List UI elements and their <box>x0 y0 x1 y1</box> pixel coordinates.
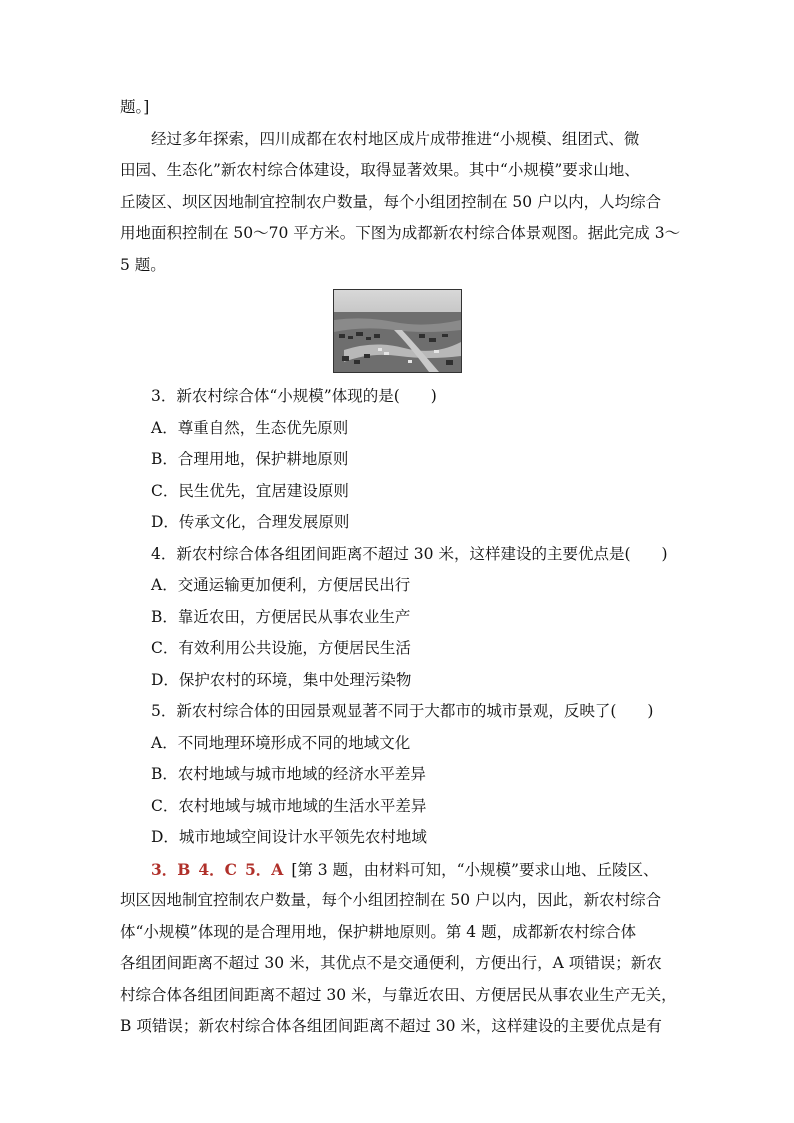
option-a: A．交通运输更加便利，方便居民出行 <box>151 576 411 594</box>
option-d: D．传承文化，合理发展原则 <box>151 513 350 531</box>
option-a: A．尊重自然，生态优先原则 <box>151 418 349 437</box>
option-c: C．民生优先，宜居建设原则 <box>151 481 349 500</box>
aerial-photo <box>333 289 462 373</box>
answer-explanation <box>120 854 677 1043</box>
answer-line: B 项错误；新农村综合体各组团间距离不超过 30 米，这样建设的主要优点是有 <box>120 1017 662 1035</box>
question-stem: 5．新农村综合体的田园景观显著不同于大都市的城市景观，反映了( ) <box>151 702 654 720</box>
top-fragment: 题。] <box>120 98 150 116</box>
question-stem: 4．新农村综合体各组团间距离不超过 30 米，这样建设的主要优点是( ) <box>151 544 668 563</box>
intro-line: 5 题。 <box>120 255 166 274</box>
answer-4: 4．C <box>198 859 238 879</box>
intro-line: 用地面积控制在 50～70 平方米。下图为成都新农村综合体景观图。据此完成 3～ <box>120 224 681 242</box>
answer-text: [第 3 题，由材料可知，“小规模”要求山地、丘陵区、 <box>291 860 659 879</box>
answer-line: 体“小规模”体现的是合理用地，保护耕地原则。第 4 题，成都新农村综合体 <box>120 922 637 941</box>
option-c: C．有效利用公共设施，方便居民生活 <box>151 639 411 657</box>
intro-line: 田园、生态化”新农村综合体建设，取得显著效果。其中“小规模”要求山地、 <box>120 161 640 179</box>
question-5 <box>120 696 674 854</box>
option-d: D．城市地域空间设计水平领先农村地域 <box>151 828 427 846</box>
intro-line: 丘陵区、坝区因地制宜控制农户数量，每个小组团控制在 50 户以内，人均综合 <box>120 192 662 211</box>
option-c: C．农村地域与城市地域的生活水平差异 <box>151 796 427 815</box>
answer-5: 5．A <box>245 859 284 879</box>
answer-line: 各组团间距离不超过 30 米，其优点不是交通便利，方便出行，A 项错误；新农 <box>120 954 662 972</box>
answer-line: 坝区因地制宜控制农户数量，每个小组团控制在 50 户以内，因此，新农村综合 <box>120 891 662 909</box>
question-4 <box>120 539 674 697</box>
intro-line: 经过多年探索，四川成都在农村地区成片成带推进“小规模、组团式、微 <box>151 129 640 148</box>
option-b: B．合理用地，保护耕地原则 <box>151 450 349 468</box>
answer-3: 3．B <box>151 859 191 879</box>
figure-container <box>120 285 674 377</box>
answer-labels <box>151 860 291 879</box>
intro-paragraph <box>120 124 681 282</box>
answer-first-line <box>120 854 674 886</box>
option-b: B．靠近农田，方便居民从事农业生产 <box>151 607 411 626</box>
aerial-photo-graphic <box>334 290 461 372</box>
question-stem: 3．新农村综合体“小规模”体现的是( ) <box>151 387 437 405</box>
option-a: A．不同地理环境形成不同的地域文化 <box>151 733 411 752</box>
option-d: D．保护农村的环境，集中处理污染物 <box>151 670 412 689</box>
answer-line: 村综合体各组团间距离不超过 30 米，与靠近农田、方便居民从事农业生产无关， <box>120 985 677 1004</box>
option-b: B．农村地域与城市地域的经济水平差异 <box>151 765 426 783</box>
question-3 <box>120 381 674 539</box>
